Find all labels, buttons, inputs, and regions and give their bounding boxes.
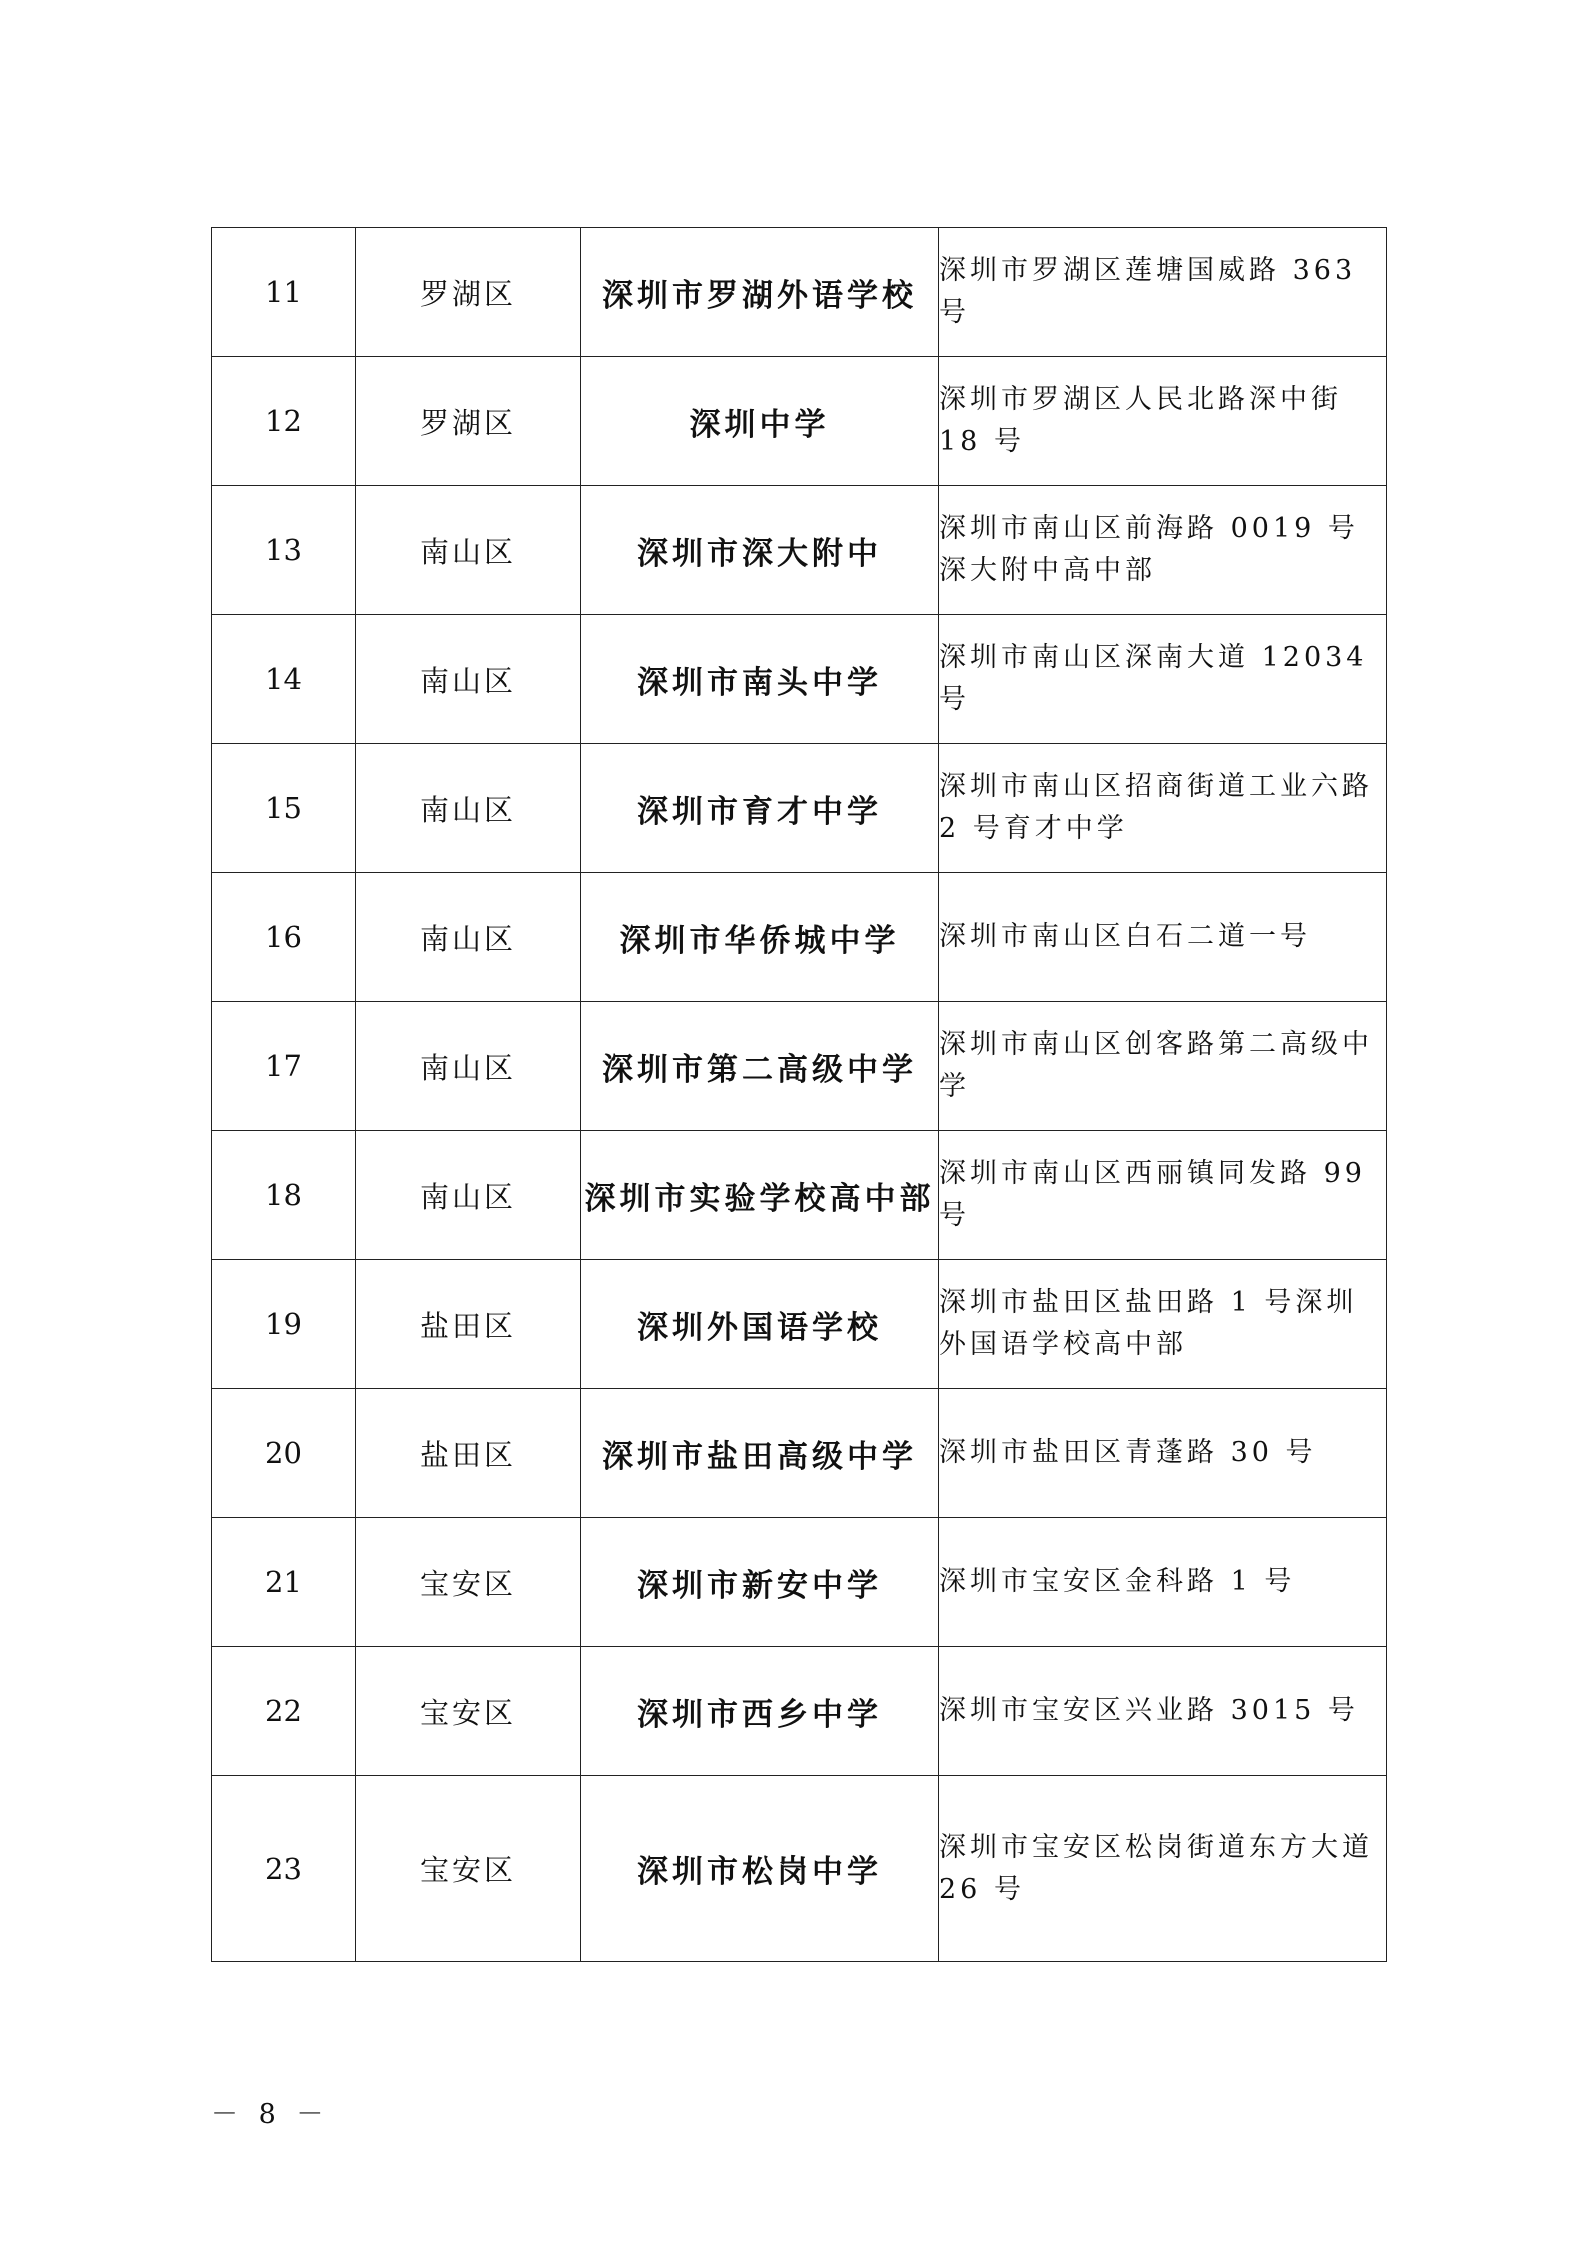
- row-index: 12: [212, 357, 356, 486]
- school-name-cell: 深圳市深大附中: [581, 486, 939, 615]
- address-cell: 深圳市宝安区金科路 1 号: [939, 1518, 1387, 1647]
- table-row: [212, 1131, 1387, 1260]
- address-cell: 深圳市宝安区兴业路 3015 号: [939, 1647, 1387, 1776]
- address-cell: 深圳市南山区白石二道一号: [939, 873, 1387, 1002]
- table-row: [212, 1776, 1387, 1962]
- school-name-cell: 深圳外国语学校: [581, 1260, 939, 1389]
- row-index: 13: [212, 486, 356, 615]
- table-row: [212, 873, 1387, 1002]
- table-row: [212, 228, 1387, 357]
- table-row: [212, 615, 1387, 744]
- school-name-cell: 深圳市第二高级中学: [581, 1002, 939, 1131]
- address-cell: 深圳市南山区前海路 0019 号深大附中高中部: [939, 486, 1387, 615]
- district-cell: 宝安区: [356, 1647, 581, 1776]
- address-cell: 深圳市南山区创客路第二高级中学: [939, 1002, 1387, 1131]
- address-cell: 深圳市盐田区青蓬路 30 号: [939, 1389, 1387, 1518]
- district-cell: 罗湖区: [356, 228, 581, 357]
- address-cell: 深圳市盐田区盐田路 1 号深圳外国语学校高中部: [939, 1260, 1387, 1389]
- school-name-cell: 深圳市南头中学: [581, 615, 939, 744]
- district-cell: 盐田区: [356, 1260, 581, 1389]
- address-cell: 深圳市南山区深南大道 12034 号: [939, 615, 1387, 744]
- table-row: [212, 744, 1387, 873]
- district-cell: 罗湖区: [356, 357, 581, 486]
- district-cell: 宝安区: [356, 1776, 581, 1962]
- table-row: [212, 1647, 1387, 1776]
- row-index: 21: [212, 1518, 356, 1647]
- page-number: － 8 －: [211, 2099, 330, 2130]
- table-row: [212, 357, 1387, 486]
- row-index: 11: [212, 228, 356, 357]
- school-table: [211, 227, 1387, 1962]
- district-cell: 南山区: [356, 1131, 581, 1260]
- school-name-cell: 深圳市松岗中学: [581, 1776, 939, 1962]
- school-name-cell: 深圳市盐田高级中学: [581, 1389, 939, 1518]
- district-cell: 南山区: [356, 873, 581, 1002]
- district-cell: 盐田区: [356, 1389, 581, 1518]
- table-row: [212, 1389, 1387, 1518]
- school-name-cell: 深圳市西乡中学: [581, 1647, 939, 1776]
- row-index: 23: [212, 1776, 356, 1962]
- district-cell: 宝安区: [356, 1518, 581, 1647]
- school-name-cell: 深圳市新安中学: [581, 1518, 939, 1647]
- school-name-cell: 深圳市实验学校高中部: [581, 1131, 939, 1260]
- address-cell: 深圳市宝安区松岗街道东方大道 26 号: [939, 1776, 1387, 1962]
- address-cell: 深圳市南山区西丽镇同发路 99 号: [939, 1131, 1387, 1260]
- row-index: 16: [212, 873, 356, 1002]
- address-cell: 深圳市南山区招商街道工业六路 2 号育才中学: [939, 744, 1387, 873]
- school-name-cell: 深圳市华侨城中学: [581, 873, 939, 1002]
- address-cell: 深圳市罗湖区莲塘国威路 363 号: [939, 228, 1387, 357]
- district-cell: 南山区: [356, 486, 581, 615]
- table-row: [212, 1260, 1387, 1389]
- row-index: 19: [212, 1260, 356, 1389]
- row-index: 22: [212, 1647, 356, 1776]
- address-cell: 深圳市罗湖区人民北路深中街 18 号: [939, 357, 1387, 486]
- table-row: [212, 1518, 1387, 1647]
- school-name-cell: 深圳市育才中学: [581, 744, 939, 873]
- table-row: [212, 1002, 1387, 1131]
- row-index: 14: [212, 615, 356, 744]
- row-index: 18: [212, 1131, 356, 1260]
- row-index: 17: [212, 1002, 356, 1131]
- table-row: [212, 486, 1387, 615]
- district-cell: 南山区: [356, 1002, 581, 1131]
- district-cell: 南山区: [356, 615, 581, 744]
- school-name-cell: 深圳市罗湖外语学校: [581, 228, 939, 357]
- row-index: 15: [212, 744, 356, 873]
- district-cell: 南山区: [356, 744, 581, 873]
- school-name-cell: 深圳中学: [581, 357, 939, 486]
- row-index: 20: [212, 1389, 356, 1518]
